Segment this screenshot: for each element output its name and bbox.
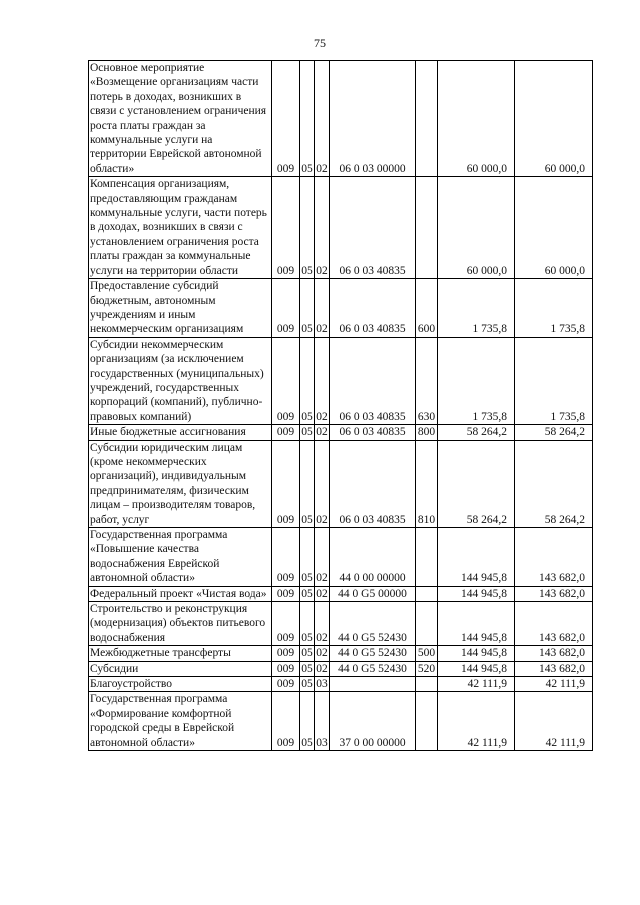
- amount-year-1-cell: 58 264,2: [438, 425, 515, 440]
- expense-type-cell: [416, 586, 438, 601]
- target-article-cell: 44 0 G5 00000: [330, 586, 416, 601]
- subsection-code-cell: 02: [316, 426, 328, 439]
- expense-type-cell: [416, 692, 438, 751]
- ved-code-cell: 009: [272, 440, 300, 527]
- amount-year-1-cell: 144 945,8: [438, 528, 515, 587]
- expense-type-cell: [416, 61, 438, 177]
- amount-year-2-cell: 1 735,8: [515, 279, 593, 338]
- expense-type-cell: 520: [416, 661, 438, 676]
- target-article-cell: 06 0 03 40835: [330, 279, 416, 338]
- table-row: [89, 661, 593, 676]
- amount-year-2-cell: 143 682,0: [515, 661, 593, 676]
- amount-year-2-cell: 42 111,9: [515, 677, 593, 692]
- budget-table: [88, 60, 593, 751]
- expense-type-cell: [416, 602, 438, 646]
- row-name-cell: Строительство и реконструкция (модернизация) объектов питьевого водоснабжения: [89, 602, 272, 646]
- amount-year-2-cell: 143 682,0: [515, 646, 593, 661]
- ved-code-cell: 009: [272, 677, 300, 692]
- section-code-cell: 05: [301, 678, 313, 691]
- amount-year-1-cell: 60 000,0: [438, 177, 515, 279]
- expense-type-cell: [416, 677, 438, 692]
- table-row: [89, 425, 593, 440]
- ved-code-cell: 009: [272, 425, 300, 440]
- amount-year-2-cell: 143 682,0: [515, 602, 593, 646]
- amount-year-1-cell: 42 111,9: [438, 677, 515, 692]
- ved-code-cell: 009: [272, 661, 300, 676]
- target-article-cell: 06 0 03 40835: [330, 337, 416, 424]
- expense-type-cell: 500: [416, 646, 438, 661]
- amount-year-2-cell: 58 264,2: [515, 425, 593, 440]
- section-code-cell: 05: [301, 647, 313, 660]
- table-row: [89, 177, 593, 279]
- target-article-cell: 44 0 G5 52430: [330, 602, 416, 646]
- subsection-code-cell: 02: [315, 61, 330, 177]
- amount-year-1-cell: 42 111,9: [438, 692, 515, 751]
- section-code-cell: 05: [300, 440, 315, 527]
- row-name-cell: Государственная программа «Повышение качества водоснабжения Еврейской автономной области»: [89, 528, 272, 587]
- ved-code-cell: 009: [272, 586, 300, 601]
- row-name-cell: Благоустройство: [89, 677, 272, 692]
- amount-year-2-cell: 143 682,0: [515, 586, 593, 601]
- row-name-cell: Иные бюджетные ассигнования: [89, 425, 272, 440]
- target-article-cell: 37 0 00 00000: [330, 692, 416, 751]
- ved-code-cell: 009: [272, 646, 300, 661]
- page-number: 75: [314, 36, 326, 50]
- amount-year-2-cell: 60 000,0: [515, 61, 593, 177]
- target-article-cell: 44 0 00 00000: [330, 528, 416, 587]
- amount-year-2-cell: 143 682,0: [515, 528, 593, 587]
- section-code-cell: 05: [301, 426, 313, 439]
- row-name-cell: Межбюджетные трансферты: [89, 646, 272, 661]
- table-row: [89, 602, 593, 646]
- subsection-code-cell: 02: [316, 662, 328, 675]
- section-code-cell: 05: [301, 587, 313, 600]
- amount-year-2-cell: 60 000,0: [515, 177, 593, 279]
- row-name-cell: Субсидии некоммерческим организациям (за исключением государственных (муниципальных) учреждений, государственных корпораций (компаний), публично-правовых компаний): [89, 337, 272, 424]
- target-article-cell: 06 0 03 40835: [330, 440, 416, 527]
- amount-year-2-cell: 1 735,8: [515, 337, 593, 424]
- table-row: [89, 61, 593, 177]
- amount-year-1-cell: 1 735,8: [438, 337, 515, 424]
- row-name-cell: Компенсация организациям, предоставляющим гражданам коммунальные услуги, части потерь в доходах, возникших в связи с установлением ограничения роста платы граждан за коммунальные услуги на территории области: [89, 177, 272, 279]
- table-row: [89, 692, 593, 751]
- expense-type-cell: 600: [416, 279, 438, 338]
- amount-year-2-cell: 58 264,2: [515, 440, 593, 527]
- table-body: [89, 61, 593, 751]
- row-name-cell: Субсидии юридическим лицам (кроме некоммерческих организаций), индивидуальным предпринимателям, физическим лицам – производителям товаров, работ, услуг: [89, 440, 272, 527]
- subsection-code-cell: 02: [315, 279, 330, 338]
- expense-type-cell: 800: [416, 425, 438, 440]
- row-name-cell: Предоставление субсидий бюджетным, автономным учреждениям и иным некоммерческим организациям: [89, 279, 272, 338]
- subsection-code-cell: 03: [315, 692, 330, 751]
- table-row: [89, 528, 593, 587]
- expense-type-cell: 810: [416, 440, 438, 527]
- section-code-cell: 05: [300, 692, 315, 751]
- expense-type-cell: [416, 177, 438, 279]
- subsection-code-cell: 02: [315, 528, 330, 587]
- target-article-cell: [330, 677, 416, 692]
- subsection-code-cell: 02: [316, 587, 328, 600]
- subsection-code-cell: 02: [315, 602, 330, 646]
- table-row: [89, 337, 593, 424]
- section-code-cell: 05: [300, 602, 315, 646]
- subsection-code-cell: 02: [315, 337, 330, 424]
- table-row: [89, 677, 593, 692]
- amount-year-1-cell: 144 945,8: [438, 661, 515, 676]
- amount-year-1-cell: 144 945,8: [438, 646, 515, 661]
- subsection-code-cell: 02: [315, 177, 330, 279]
- target-article-cell: 06 0 03 40835: [330, 425, 416, 440]
- expense-type-cell: [416, 528, 438, 587]
- table-row: [89, 440, 593, 527]
- amount-year-1-cell: 60 000,0: [438, 61, 515, 177]
- ved-code-cell: 009: [272, 528, 300, 587]
- row-name-cell: Федеральный проект «Чистая вода»: [89, 586, 272, 601]
- table-row: [89, 586, 593, 601]
- section-code-cell: 05: [300, 528, 315, 587]
- ved-code-cell: 009: [272, 602, 300, 646]
- ved-code-cell: 009: [272, 61, 300, 177]
- subsection-code-cell: 02: [315, 440, 330, 527]
- table-row: [89, 646, 593, 661]
- ved-code-cell: 009: [272, 692, 300, 751]
- target-article-cell: 44 0 G5 52430: [330, 661, 416, 676]
- row-name-cell: Основное мероприятие «Возмещение организациям части потерь в доходах, возникших в связи с установлением ограничения роста платы граждан за коммунальные услуги на территории Еврейской автономной области»: [89, 61, 272, 177]
- section-code-cell: 05: [301, 662, 313, 675]
- row-name-cell: Субсидии: [89, 661, 272, 676]
- target-article-cell: 06 0 03 40835: [330, 177, 416, 279]
- section-code-cell: 05: [300, 61, 315, 177]
- ved-code-cell: 009: [272, 177, 300, 279]
- amount-year-1-cell: 144 945,8: [438, 602, 515, 646]
- subsection-code-cell: 02: [316, 647, 328, 660]
- ved-code-cell: 009: [272, 337, 300, 424]
- section-code-cell: 05: [300, 337, 315, 424]
- target-article-cell: 44 0 G5 52430: [330, 646, 416, 661]
- section-code-cell: 05: [300, 177, 315, 279]
- row-name-cell: Государственная программа «Формирование комфортной городской среды в Еврейской автономной области»: [89, 692, 272, 751]
- amount-year-2-cell: 42 111,9: [515, 692, 593, 751]
- ved-code-cell: 009: [272, 279, 300, 338]
- table-row: [89, 279, 593, 338]
- expense-type-cell: 630: [416, 337, 438, 424]
- section-code-cell: 05: [300, 279, 315, 338]
- amount-year-1-cell: 58 264,2: [438, 440, 515, 527]
- target-article-cell: 06 0 03 00000: [330, 61, 416, 177]
- amount-year-1-cell: 144 945,8: [438, 586, 515, 601]
- amount-year-1-cell: 1 735,8: [438, 279, 515, 338]
- subsection-code-cell: 03: [316, 678, 328, 691]
